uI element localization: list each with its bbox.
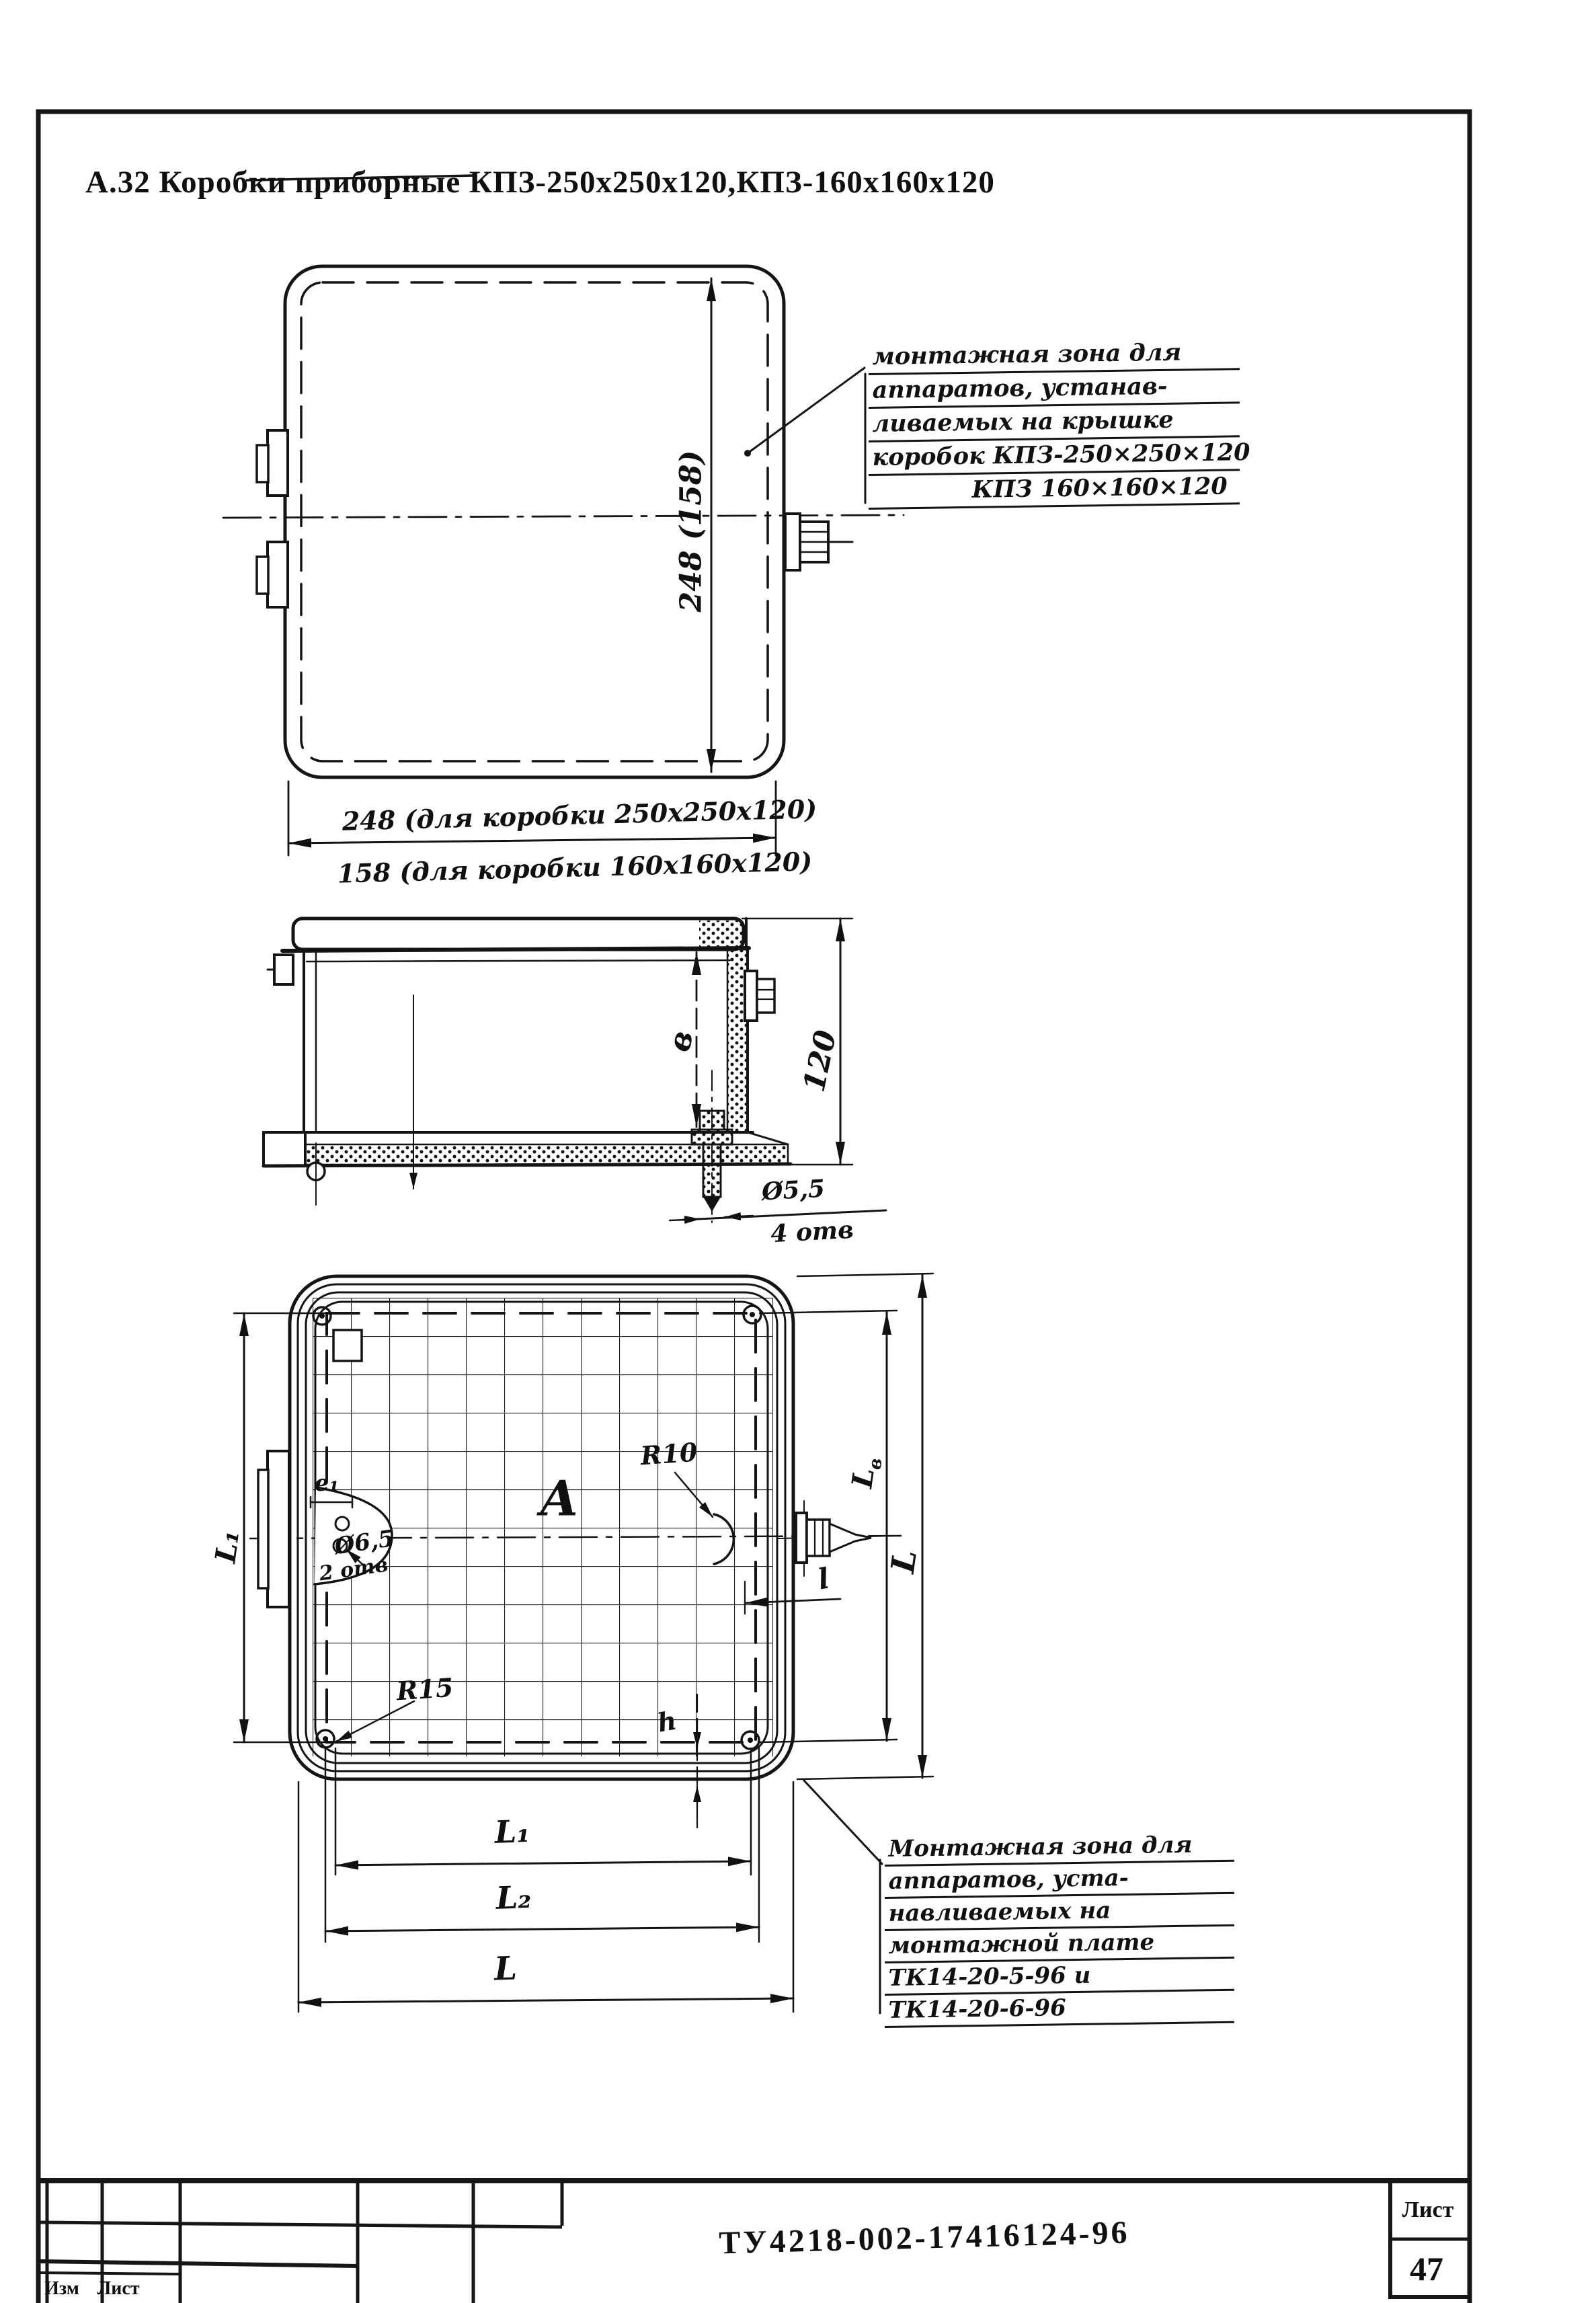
plan-zone-label: А [539, 1469, 580, 1527]
front-width-dim-160: 158 (для коробки 160х160х120) [337, 846, 813, 889]
plan-r15-label: R15 [395, 1672, 454, 1707]
plan-bottom-l2-dim-label: L₂ [495, 1879, 532, 1916]
cover-mounting-zone-callout [869, 338, 1250, 510]
front-view-fitting [785, 514, 852, 570]
plan-hole-count-label: 2 отв [317, 1553, 390, 1586]
callout-line: ливаемых на крышке [868, 403, 1240, 442]
plan-lv-dim-label [845, 1454, 886, 1491]
stamp-list-label: Лист [97, 2278, 140, 2299]
front-view [223, 266, 904, 855]
side-hole-count-label: 4 отв [770, 1215, 854, 1249]
callout-line: Монтажная зона для [884, 1830, 1234, 1867]
plan-view-fitting [779, 1501, 895, 1576]
plan-hole-dia-label: Ø6,5 [333, 1525, 396, 1560]
document-number: ТУ4218-002-17416124-96 [718, 2214, 1131, 2261]
sheet-frame [38, 112, 1470, 2303]
callout-line: монтажной плате [884, 1926, 1234, 1963]
callout-line: КПЗ 160×160×120 [868, 471, 1240, 510]
sheet-number: 47 [1410, 2250, 1443, 2288]
side-height-dim-label: 120 [797, 1027, 844, 1095]
plan-bottom-l1-dim-label: L₁ [493, 1813, 531, 1850]
callout-line: коробок КПЗ-250×250×120 [868, 437, 1240, 476]
plate-mounting-zone-callout [885, 1831, 1234, 2028]
front-height-dim-label: 248 (158) [674, 450, 709, 613]
plan-e1-dim-label: е₁ [314, 1470, 340, 1497]
callout-line: аппаратов, уста- [884, 1862, 1234, 1899]
plan-lv-dim-main: L [845, 1465, 881, 1491]
side-wall-dim-label: в [660, 1026, 701, 1056]
page-title: А.32 Коробки приборные КПЗ-250х250х120,КПЗ-160х160х120 [85, 165, 995, 200]
side-hole-dia-label: Ø5,5 [760, 1174, 826, 1206]
plan-bottom-l-dim-label: L [493, 1949, 518, 1988]
stamp-izm-label: Изм [44, 2278, 79, 2299]
plan-lv-dim-sub: в [865, 1456, 887, 1471]
plan-view [234, 1274, 933, 2013]
callout-line: аппаратов, устанав- [868, 370, 1240, 409]
plan-r10-label: R10 [639, 1436, 699, 1471]
callout-line: ТК14-20-5-96 и [884, 1959, 1234, 1996]
callout-line: ТК14-20-6-96 [884, 1991, 1234, 2028]
plan-l-small-dim-label: l [815, 1561, 832, 1596]
plan-h-small-dim-label: h [655, 1705, 679, 1738]
plan-left-l1-dim-label: L₁ [208, 1528, 246, 1565]
callout-line: навливаемых на [884, 1894, 1234, 1931]
sheet-label: Лист [1402, 2197, 1454, 2222]
front-width-dim-250: 248 (для коробки 250х250х120) [342, 793, 817, 836]
callout-line: монтажная зона для [868, 336, 1240, 375]
plan-right-l-dim-label: L [883, 1547, 925, 1575]
